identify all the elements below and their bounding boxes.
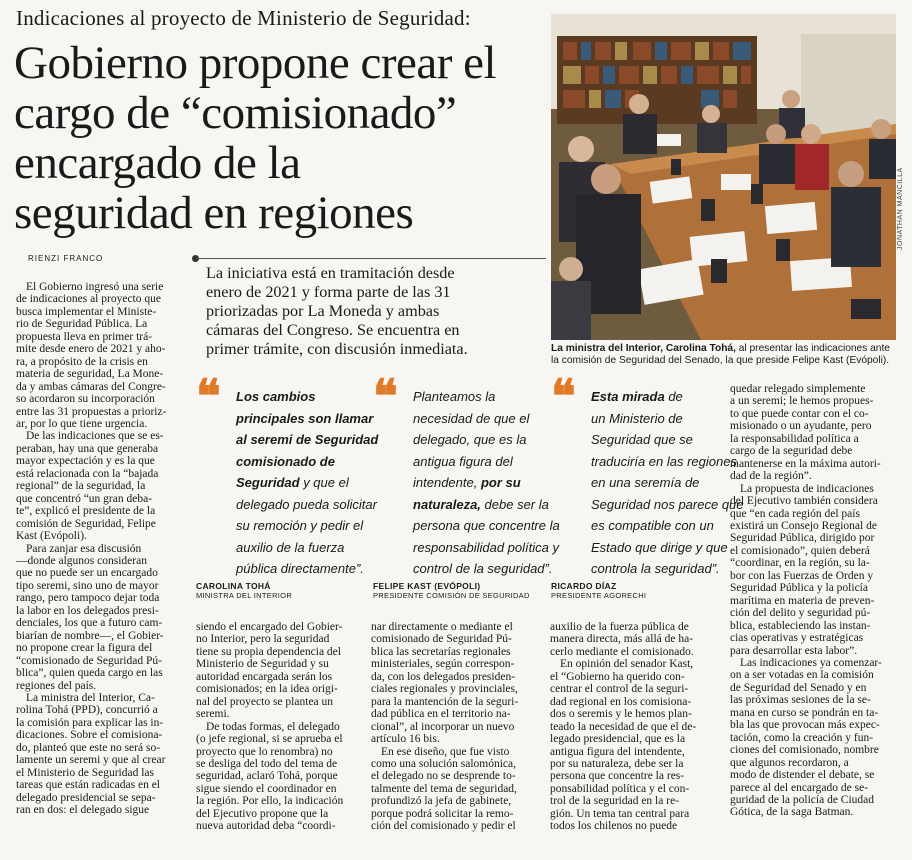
body-column-1 [16,281,186,816]
text-line: ción del comisionado y pedir el [371,820,516,833]
text-line: —donde algunos consideran [16,554,147,567]
quote-line: antigua figura del [413,453,513,469]
quote-line: responsabilidad política y [413,539,559,555]
quote-line: Seguridad nos parece que [591,496,744,512]
quote-line: principales son llamar [236,410,374,426]
caption-text: al presentar las indicaciones ante la comisión de Seguridad del Senado, la que preside Felipe Kast (Evópoli). [551,343,890,366]
text-line: seremi. [196,708,230,721]
text-line: modo de distender el debate, se [730,769,875,782]
byline: RIENZI FRANCO [28,254,104,263]
text-line: on a ser votadas en la comisión [730,669,874,682]
quote-line: Estado que dirige y que [591,539,728,555]
text-line: de indicaciones al proyecto que [16,293,161,306]
quote-mark-icon: ❝ [196,371,221,422]
photo-credit: JONATHAN MANCILLA [897,167,904,250]
text-line: la comisión para explicar las in- [16,716,164,729]
text-line: parece al del encargado de se- [730,781,869,794]
quote-line: persona que concentre la [413,518,560,533]
text-line: mana en curso se pondrán en ta- [730,706,879,719]
text-line: el comisionado”, quien deberá [730,544,870,557]
text-line: misionado o un ayudante, pero [730,420,872,433]
text-line: regional” de la seguridad, la [16,480,146,493]
text-line: tación, como la creación y fun- [730,731,874,744]
quote-line: un Ministerio de [591,410,683,426]
text-line: trol de la seguridad en la re- [550,795,679,808]
text-line: tipo seremi, sino uno de mayor [16,579,159,592]
quote-text [413,386,560,580]
text-line: el Ministerio de Seguridad las [16,766,154,779]
text-line: bor con las Fuerzas de Orden y [730,569,874,582]
text-line: mite desde enero de 2021 y aho- [16,343,166,356]
text-line: tiene su propia dependencia del [196,645,341,658]
text-line: Seguridad Pública, dirigido por [730,532,875,545]
quote-line: Seguridad que se [591,432,693,447]
lede-line: primer trámite, con discusión inmediata. [206,340,468,358]
text-line: ra, a propósito de la crisis en [16,355,148,368]
text-line: el delegado no se desprende to- [371,770,516,783]
text-line: dad pública en el territorio na- [371,708,511,721]
lede-line: enero de 2021 y forma parte de las 31 [206,283,451,301]
text-line: autoridad encargada serán los [196,670,333,683]
text-line: peraban, hay una que generaba [16,442,159,455]
text-line: artículo 16 bis. [371,733,440,746]
text-line: da y ambas cámaras del Congre- [16,380,166,393]
caption-bold: La ministra del Interior, Carolina Tohá, [551,343,736,354]
text-line: materia de seguridad, La Mone- [16,368,164,381]
text-line: marítima en materia de preven- [730,594,875,607]
text-line: da, con los delegados presiden- [371,670,516,683]
text-line: regiones del país. [16,679,97,692]
text-line: legado presidencial, que es la [550,733,686,746]
lede-line: cámaras del Congreso. Se encuentra en [206,321,460,339]
text-line: quedar relegado simplemente [730,383,866,395]
text-line: teado la necesidad de que el de- [550,720,697,733]
quote-line: al seremi de Seguridad [236,432,379,447]
text-line: rango, pero tampoco dejar toda [16,592,160,605]
text-line: para la mantención de la seguri- [371,695,519,708]
lede-rule [196,258,546,259]
text-line: biarían de nombre—, el Gobier- [16,629,164,642]
body-column-3 [371,621,538,833]
body-column-4 [550,621,717,833]
text-line: (o jefe regional, si se aprueba el [196,733,343,746]
text-line: cias operativas y estratégicas [730,632,864,645]
text-line: La propuesta de indicaciones [740,482,874,495]
text-line: para desarrollar esta labor”. [730,644,858,657]
text-line: ar, por lo que tiene urgencia. [16,417,148,430]
body-column-2 [196,621,363,833]
quote-author-role: MINISTRA DEL INTERIOR [196,591,293,600]
quote-line: comisionado de [236,453,335,469]
text-line: De las indicaciones que se es- [26,430,164,443]
text-line: antigua figura del intendente, [550,745,685,758]
text-line: dicaciones. Sobre el comisiona- [16,729,163,742]
text-line: blica, estableciendo las instan- [730,619,871,632]
text-line: La ministra del Interior, Ca- [26,691,155,704]
text-line: las próximas sesiones de la se- [730,694,871,707]
text-line: no propone crear la figura del [16,642,153,655]
text-line: nueva autoridad deba “coordi- [196,820,336,833]
text-line: ciones del comisionado, nombre [730,744,879,757]
text-line: En ese diseño, que fue visto [381,745,510,758]
quote-author: RICARDO DÍAZ [551,581,617,591]
body-column-5 [730,383,898,819]
text-line: talmente del tema de seguridad, [371,782,517,795]
text-line: todos los chilenos no puede [550,820,678,833]
text-line: busca implementar el Ministe- [16,305,157,318]
text-line: persona que concentre la res- [550,770,685,783]
text-line: De todas formas, el delegado [206,720,340,733]
quote-line: delegado pueda solicitar [236,496,377,512]
text-line: so acordaron su incorporación [16,393,155,406]
text-line: bla las que provocan más expec- [730,719,880,732]
text-line: como una solución salomónica, [371,757,516,770]
text-line: proyecto que lo renombra) no [196,745,333,758]
quote-line: Seguridad y que el [236,475,349,490]
text-line: porque podrá solicitar la remo- [371,807,514,820]
text-line: se desliga del todo del tema de [196,757,338,770]
headline [14,38,544,238]
text-line: comisionado de Seguridad Pú- [371,633,512,646]
text-line: siendo el encargado del Gobier- [196,621,343,633]
quote-line: pública directamente”. [236,561,364,576]
text-line: to que puede contar con el co- [730,407,869,420]
quote-line: es compatible con un [591,518,714,533]
text-line: cerlo mediante el comisionado. [550,645,694,658]
text-line: rolina Tohá (PPD), concurrió a [16,704,158,717]
text-line: el “Gobierno ha querido con- [550,670,685,683]
text-line: lamente un seremi y que al crear [16,754,166,767]
text-line: nal del proyecto se plantea un [196,695,333,708]
text-line: cional”, al incorporar un nuevo [371,720,515,733]
text-line: Kast (Evópoli). [16,530,87,543]
text-line: que concentró “un gran deba- [16,492,153,505]
text-line: Seguridad Pública y la policía [730,582,868,595]
photo-illustration [551,14,896,340]
quote-mark-icon: ❝ [373,371,398,422]
text-line: ponsabilidad política y el con- [550,782,690,795]
text-line: propuesta lleva en primer trá- [16,330,153,343]
quote-line: Esta mirada de [591,389,683,404]
quote-line: control de la seguridad”. [413,561,553,576]
photo-caption [551,343,896,367]
text-line: cargo de la seguridad debe [730,445,853,458]
headline-line: Gobierno propone crear el [14,37,497,89]
text-line: del Ejecutivo propone que la [196,807,329,820]
quote-line: en una seremía de [591,475,700,490]
text-line: gión. Un tema tan central para [550,807,690,820]
text-line: mantenerse en la máxima autori- [730,457,881,470]
quote-text [591,386,744,580]
text-line: Para zanjar esa discusión [26,542,142,555]
quote-mark-icon: ❝ [551,371,576,422]
text-line: entre las 31 propuestas a prioriz- [16,405,167,418]
headline-line: cargo de “comisionado” [14,87,457,139]
text-line: dad regional en los comisiona- [550,695,692,708]
text-line: ciales regionales y provinciales, [371,683,518,696]
text-line: dos o seremis y le hemos plan- [550,708,692,721]
text-line: la responsabilidad política a [730,432,859,445]
lede [206,264,546,359]
text-line: centrar el control de la seguri- [550,683,689,696]
quote-line: delegado, que es la [413,432,527,447]
text-line: existirá un Consejo Regional de [730,519,877,532]
quote-author: CAROLINA TOHÁ [196,581,271,591]
text-line: sigue siendo el coordinador en [196,782,337,795]
kicker: Indicaciones al proyecto de Ministerio de Seguridad: [16,6,471,30]
text-line: auxilio de la fuerza pública de [550,621,689,633]
text-line: a un seremi; le hemos propues- [730,395,874,408]
text-line: comisión de Seguridad, Felipe [16,517,156,530]
text-line: la labor en los delegados presi- [16,604,159,617]
text-line: de Seguridad del Senado y en [730,681,867,694]
lede-line: priorizadas por La Moneda y ambas [206,302,440,320]
text-line: manera directa, más allá de ha- [550,633,694,646]
lede-line: La iniciativa está en tramitación desde [206,264,455,282]
text-line: ran en dos: el delegado sigue [16,804,150,817]
text-line: seguridad, aclaró Tohá, porque [196,770,338,783]
text-line: comisionados; en la idea origi- [196,683,338,696]
text-line: que “en cada región del país [730,507,860,520]
text-line: guridad de la policía de Ciudad [730,793,875,806]
quote-text [236,386,378,580]
text-line: está relacionada con la “bajada [16,467,159,480]
text-line: Gótica, de la saga Batman. [730,806,854,819]
text-line: no Interior, pero la seguridad [196,633,330,646]
text-line: por su naturaleza, debe ser la [550,757,684,770]
text-line: do, planteó que este no será so- [16,741,161,754]
quote-line: traduciría en las regiones [591,453,737,469]
text-line: rio de Seguridad Pública. La [16,318,148,331]
text-line: que no puede ser un encargado [16,567,158,580]
text-line: del Ejecutivo también considera [730,495,878,508]
text-line: Ministerio de Seguridad y su [196,658,329,671]
photo-senate-commission [551,14,896,340]
text-line: El Gobierno ingresó una serie [26,281,164,293]
text-line: la región. Por ello, la indicación [196,795,344,808]
quote-line: controla la seguridad”. [591,561,720,576]
quote-author-role: PRESIDENTE AGORECHI [551,591,647,600]
text-line: Las indicaciones ya comenzar- [740,656,882,669]
text-line: ción del delito y seguridad pú- [730,607,871,620]
text-line: delegado presidencial se sepa- [16,791,156,804]
text-line: “comisionado de Seguridad Pú- [16,654,162,667]
text-line: tareas que están radicadas en el [16,779,160,792]
text-line: mayor expectación y es la que [16,455,155,468]
text-line: En opinión del senador Kast, [560,658,694,671]
quote-line: auxilio de la fuerza [236,539,345,555]
text-line: nar directamente o mediante el [371,621,513,633]
quote-line: intendente, por su [413,475,521,490]
text-line: profundizó la jefa de gabinete, [371,795,512,808]
quote-line: naturaleza, debe ser la [413,496,549,512]
text-line: te”, explicó el presidente de la [16,505,156,518]
quote-author-role: PRESIDENTE COMISIÓN DE SEGURIDAD [373,591,530,600]
quote-author: FELIPE KAST (EVÓPOLI) [373,581,481,591]
quote-line: Los cambios [236,389,316,404]
quote-line: Planteamos la [413,389,496,404]
quote-line: necesidad de que el [413,410,530,426]
text-line: blica”, quien queda cargo en las [16,667,163,680]
text-line: blica las secretarías regionales [371,645,511,658]
text-line: denciales, los que a futuro cam- [16,617,163,630]
quote-line: su remoción y pedir el [236,518,364,533]
text-line: dad de la región”. [730,470,812,483]
text-line: “coordinar, en la región, su la- [730,557,870,570]
headline-line: seguridad en regiones [14,187,414,239]
text-line: que algunos recordaron, a [730,756,849,769]
headline-line: encargado de la [14,137,301,189]
text-line: ministeriales, según correspon- [371,658,515,671]
